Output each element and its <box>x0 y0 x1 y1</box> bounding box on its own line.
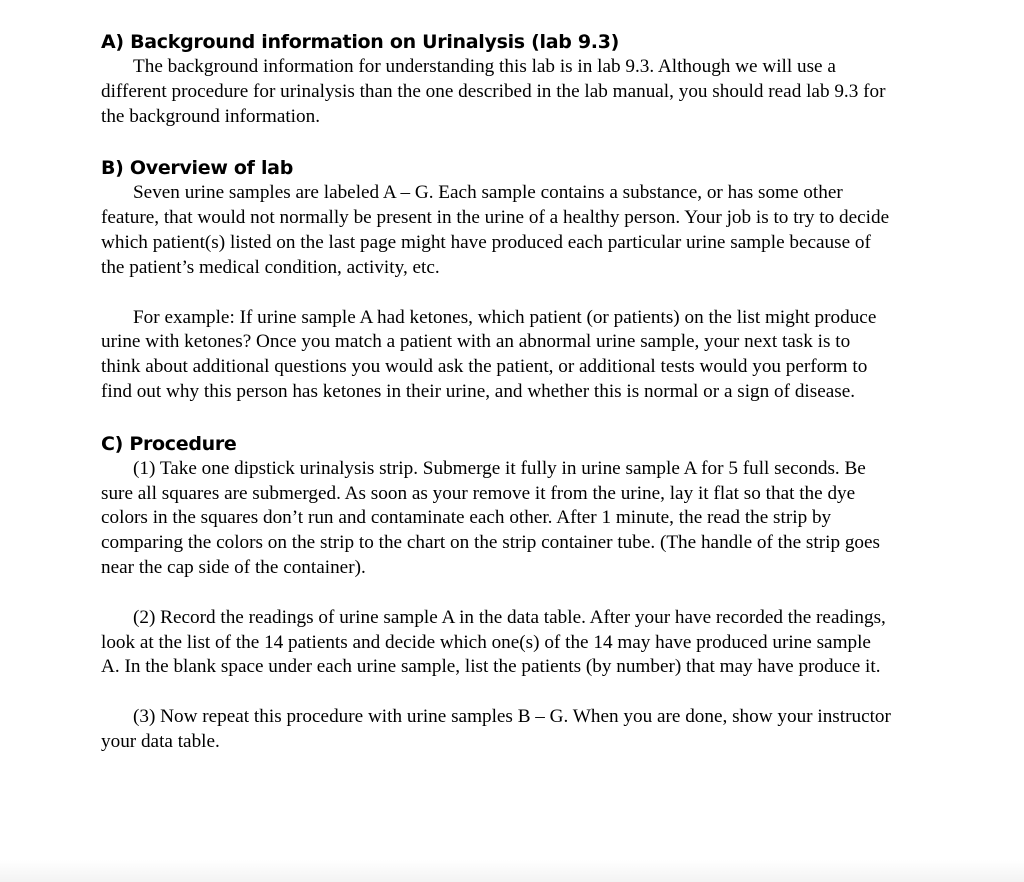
section-a-paragraph: The background information for understanding this lab is in lab 9.3. Although we will use a different procedure for urinalysis than the one described in the lab manual, you should read lab 9.3 for the background information. <box>101 56 886 127</box>
procedure-step-2: (2) Record the readings of urine sample A in the data table. After your have recorded the readings, look at the list of the 14 patients and decide which one(s) of the 14 may have produced urine sample A. In the blank space under each urine sample, list the patients (by number) that may have produce it. <box>101 606 886 678</box>
procedure-step-1: (1) Take one dipstick urinalysis strip. Submerge it fully in urine sample A for 5 full seconds. Be sure all squares are submerged. As soon as your remove it from the urine, lay it flat so that the dye colors in the squares don’t run and contaminate each other. After 1 minute, the read the strip by comparing the colors on the strip to the chart on the strip container tube. (The handle of the strip goes near the cap side of the container). <box>101 457 881 578</box>
procedure-step-3: (3) Now repeat this procedure with urine samples B – G. When you are done, show your instructor your data table. <box>101 706 891 752</box>
page-bottom-edge <box>0 860 1024 882</box>
section-b-heading: B) Overview of lab <box>101 157 293 180</box>
section-b-paragraph-1: Seven urine samples are labeled A – G. Each sample contains a substance, or has some other feature, that would not normally be present in the urine of a healthy person. Your job is to try to decide which patient(s) listed on the last page might have produced each particular urine sample because of the patient’s medical condition, activity, etc. <box>101 182 890 278</box>
section-c-heading: C) Procedure <box>101 432 237 455</box>
section-a-heading: A) Background information on Urinalysis (lab 9.3) <box>101 31 620 53</box>
document-page <box>101 30 891 755</box>
section-b-paragraph-2: For example: If urine sample A had ketones, which patient (or patients) on the list might produce urine with ketones? Once you match a patient with an abnormal urine sample, your next task is to think about additional questions you would ask the patient, or additional tests would you perform to find out why this person has ketones in their urine, and whether this is normal or a sign of disease. <box>101 306 877 402</box>
